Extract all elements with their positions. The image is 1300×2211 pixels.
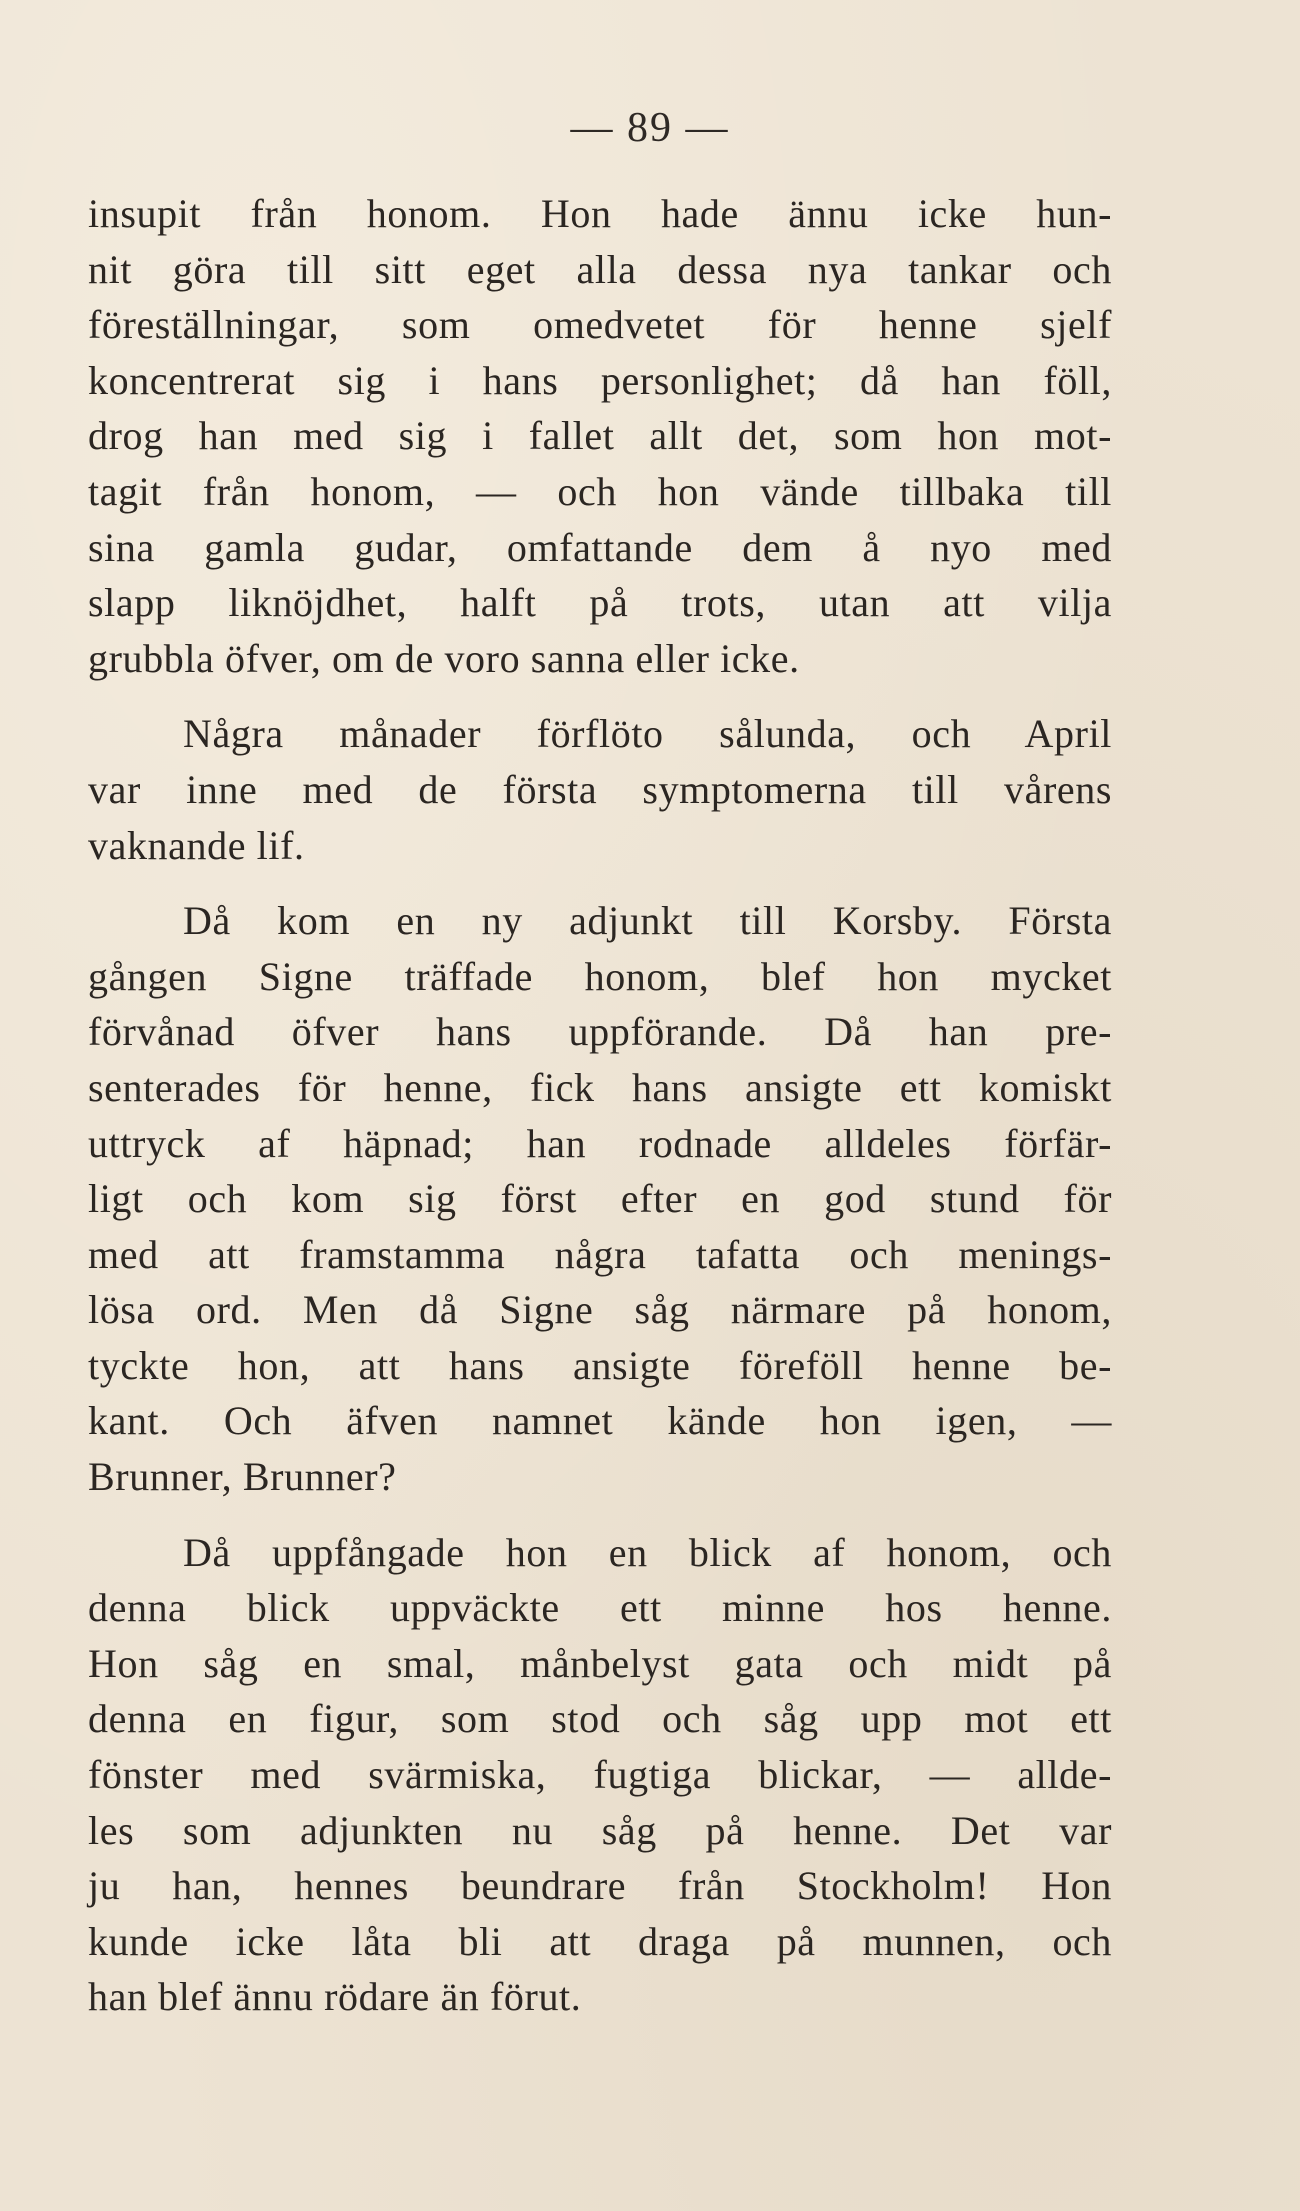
text-line: kunde icke låta bli att draga på munnen, och <box>88 1918 1112 1964</box>
text-line: nit göra till sitt eget alla dessa nya tankar och <box>88 246 1112 292</box>
text-line: drog han med sig i fallet allt det, som hon mot- <box>88 413 1112 459</box>
text-line: denna en figur, som stod och såg upp mot ett <box>88 1696 1112 1742</box>
text-line: slapp liknöjdhet, halft på trots, utan att vilja <box>88 580 1112 626</box>
text-line: gången Signe träffade honom, blef hon mycket <box>88 953 1112 999</box>
text-line: tagit från honom, — och hon vände tillbaka till <box>88 468 1112 514</box>
text-line: senterades för henne, fick hans ansigte ett komiskt <box>88 1064 1112 1110</box>
text-line: insupit från honom. Hon hade ännu icke hun- <box>88 191 1112 236</box>
text-line: Då uppfångade hon en blick af honom, och <box>183 1529 1112 1575</box>
text-line: sina gamla gudar, omfattande dem å nyo med <box>88 524 1112 570</box>
text-line: fönster med svärmiska, fugtiga blickar, — allde- <box>88 1752 1112 1798</box>
paragraph-gap <box>88 1505 1112 1525</box>
text-line: lösa ord. Men då Signe såg närmare på honom, <box>88 1287 1112 1333</box>
text-line: les som adjunkten nu såg på henne. Det var <box>88 1807 1112 1853</box>
text-line: ligt och kom sig först efter en god stund för <box>88 1176 1112 1222</box>
text-line: koncentrerat sig i hans personlighet; då han föll, <box>88 357 1112 403</box>
text-line: vaknande lif. <box>88 822 305 868</box>
text-line: Några månader förflöto sålunda, och April <box>183 711 1112 757</box>
text-line: föreställningar, som omedvetet för henne sjelf <box>88 302 1112 348</box>
paragraph <box>88 893 1112 1505</box>
paragraph-gap <box>88 873 1112 893</box>
text-line: med att framstamma några tafatta och menings- <box>88 1231 1112 1277</box>
text-line: tyckte hon, att hans ansigte föreföll henne be- <box>88 1342 1112 1388</box>
paragraph <box>88 706 1112 873</box>
text-line: kant. Och äfven namnet kände hon igen, — <box>88 1398 1112 1444</box>
text-line: var inne med de första symptomerna till vårens <box>88 766 1112 812</box>
text-line: uttryck af häpnad; han rodnade alldeles förfär- <box>88 1120 1112 1166</box>
paragraph-gap <box>88 686 1112 706</box>
text-line: förvånad öfver hans uppförande. Då han pre- <box>88 1009 1112 1055</box>
paragraph <box>88 186 1112 686</box>
text-line: han blef ännu rödare än förut. <box>88 1974 582 2020</box>
paragraph <box>88 1525 1112 2025</box>
body-text <box>88 186 1112 2025</box>
text-line: ju han, hennes beundrare från Stockholm! Hon <box>88 1863 1112 1909</box>
text-line: grubbla öfver, om de voro sanna eller icke. <box>88 635 800 681</box>
page-number: — 89 — <box>570 105 730 151</box>
text-line: denna blick uppväckte ett minne hos henne. <box>88 1585 1112 1631</box>
text-line: Hon såg en smal, månbelyst gata och midt på <box>88 1640 1112 1686</box>
text-line: Då kom en ny adjunkt till Korsby. Första <box>183 898 1112 944</box>
text-line: Brunner, Brunner? <box>88 1454 397 1500</box>
